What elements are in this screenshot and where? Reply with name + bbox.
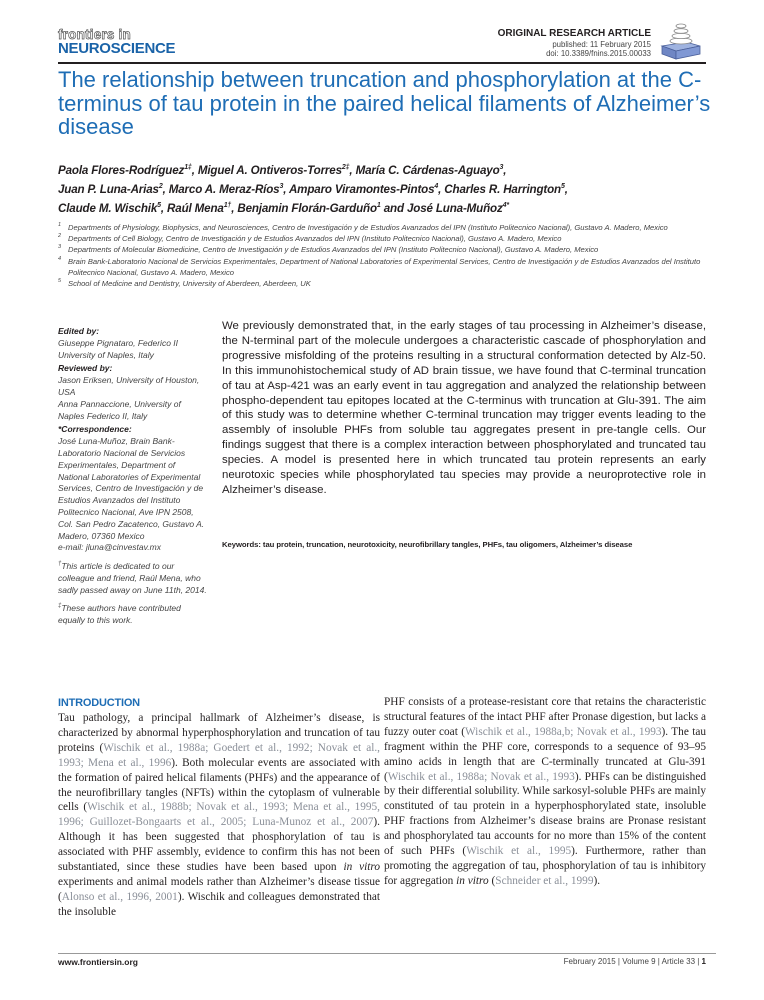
- footer-url[interactable]: www.frontiersin.org: [58, 957, 138, 967]
- citation-link[interactable]: Wischik et al., 1988a; Novak et al., 1993: [387, 770, 575, 783]
- author[interactable]: José Luna-Muñoz$^{4*}$: [406, 201, 509, 215]
- dedication-note: †This article is dedicated to our colleague and friend, Raúl Mena, who sadly passed away on June 11th, 2014.: [58, 560, 207, 595]
- correspondence-email[interactable]: e-mail: jluna@cinvestav.mx: [58, 542, 161, 553]
- logo-top-text: frontiers in: [58, 27, 131, 42]
- author[interactable]: Marco A. Meraz-Ríos$^3$: [168, 182, 284, 196]
- author[interactable]: Paola Flores-Rodríguez$^{1\ddagger}$: [58, 163, 192, 177]
- article-meta: [498, 28, 651, 58]
- author[interactable]: María C. Cárdenas-Aguayo$^3$: [355, 163, 504, 177]
- body-text: ). The tau fragment within the PHF core, corresponds to a sequence of 93–95 amino acids in length that are C-terminally truncated at Glu-391 (: [384, 725, 706, 783]
- affiliation: 1 Departments of Physiology, Biophysics, and Neurosciences, Centro de Investigación y de Estudios Avanzados del IPN (Instituto Politecnico Nacional), Gustavo A. Madero, Mexico: [58, 222, 668, 232]
- header-divider: [58, 62, 706, 64]
- author[interactable]: Juan P. Luna-Arias$^2$: [58, 182, 163, 196]
- stacked-cube-icon: [656, 20, 706, 60]
- correspondence-label: *Correspondence:: [58, 424, 132, 435]
- correspondence-address: José Luna-Muñoz, Brain Bank-Laboratorio Nacional de Servicios Experimentales, Department of National Laboratories of Experimental Services, Centro de Investigación y de Estudios Avanzados del Instituto Politecnico Nacional, Ave IPN 2508, Col. San Pedro Zacatenco, Gustavo A. Madero, 07360 Mexico: [58, 436, 205, 541]
- affiliation: 4 Brain Bank-Laboratorio Nacional de Servicios Experimentales, Department of National Laboratories of Experimental Services, Centro de Investigación y de Estudios Avanzados del Instituto Politecnico Nacional, Gustavo A. Madero, Mexico: [58, 255, 701, 277]
- published-date: published: 11 February 2015: [552, 40, 651, 49]
- citation-link[interactable]: Wischik et al., 1995: [466, 845, 572, 858]
- abstract: We previously demonstrated that, in the early stages of tau processing in Alzheimer’s disease, the N-terminal part of the molecule undergoes a characteristic cascade of phosphorylation and progressive misfolding of the proteins resulting in a structural conformation detected by Alz-50. In this immunohistochemical study of AD brain tissue, we have found that C-terminal truncation of tau at Asp-421 was an early event in tau aggregation and analyzed the relationship between phospho-dependent tau epitopes located at the C-terminus with truncation at Glu-391. The aim of this study was to determine whether C-terminal truncation may trigger events leading to the assembly of insoluble PHFs from soluble tau aggregates present in pre-tangle cells. Our findings suggest that there is a complex interaction between phosphorylated and truncated tau species. A model is presented here in which truncated tau protein represents an early neurotoxic species while phosphorylated tau species may provide a neuroprotective role in Alzheimer’s disease.: [222, 320, 706, 496]
- citation-link[interactable]: Schneider et al., 1999: [495, 874, 594, 887]
- body-text: experiments and animal models rather than Alzheimer’s disease tissue (: [58, 875, 380, 903]
- page-header: [58, 0, 706, 62]
- author[interactable]: Benjamin Florán-Garduño$^1$: [237, 201, 381, 215]
- doi[interactable]: doi: 10.3389/fnins.2015.00033: [546, 49, 651, 58]
- body-text: ). Although it has been suggested that phosphorylation of tau is associated with PHF assembly, evidence to confirm this has not been substantiated, since these studies have been based upon: [58, 816, 380, 874]
- article-type: ORIGINAL RESEARCH ARTICLE: [497, 28, 651, 39]
- body-text: (: [488, 874, 496, 887]
- page-number: 1: [701, 957, 706, 966]
- section-heading-introduction: INTRODUCTION: [58, 697, 140, 709]
- citation-link[interactable]: Wischik et al., 1988a; Goedert et al., 1992; Novak et al., 1993; Mena et al., 1996: [58, 741, 380, 769]
- reviewer: Jason Eriksen, University of Houston, USA: [58, 375, 200, 397]
- article-sidebar: [58, 324, 208, 627]
- affiliation: 2 Departments of Cell Biology, Centro de Investigación y de Estudios Avanzados del IPN (Instituto Politecnico Nacional), Gustavo A. Madero, Mexico: [58, 233, 562, 244]
- body-text: ).: [593, 874, 601, 887]
- logo-bottom-text: NEUROSCIENCE: [58, 40, 176, 57]
- body-text: ). Both molecular events are associated with the formation of paired helical filaments (PHFs) and the appearance of the neurofibrillary tangles (NFTs) within the cytoplasm of vulnerable cells (: [58, 756, 380, 814]
- citation-link[interactable]: Alonso et al., 1996, 2001: [61, 890, 178, 903]
- body-text: ). Wischik and colleagues demonstrated that the insoluble: [58, 890, 381, 918]
- author[interactable]: Charles R. Harrington$^5$: [444, 182, 565, 196]
- author[interactable]: Miguel A. Ontiveros-Torres$^{2\ddagger}$: [197, 163, 350, 177]
- author[interactable]: Raúl Mena$^{1\dagger}$: [167, 201, 232, 215]
- journal-logo[interactable]: [58, 28, 175, 56]
- article-title: The relationship between truncation and phosphorylation at the C-terminus of tau protein in the paired helical filaments of Alzheimer’s disease: [58, 67, 711, 139]
- intro-paragraph-continued: [384, 695, 706, 889]
- keywords: Keywords: tau protein, truncation, neurotoxicity, neurofibrillary tangles, PHFs, tau oligomers, Alzheimer’s disease: [222, 540, 633, 549]
- citation-link[interactable]: Wischik et al., 1988a,b; Novak et al., 1993: [464, 725, 662, 738]
- equal-contribution-note: ‡These authors have contributed equally to this work.: [58, 603, 181, 625]
- citation-link[interactable]: Wischik et al., 1988b; Novak et al., 1993; Mena et al., 1995, 1996; Guillozet-Bongaarts et al., 2005; Luna-Munoz et al., 2007: [58, 801, 380, 829]
- author[interactable]: Amparo Viramontes-Pintos$^4$: [288, 182, 439, 196]
- edited-by-label: Edited by:: [58, 326, 100, 336]
- intro-column-left: [58, 697, 380, 920]
- body-text: Tau pathology, a principal hallmark of Alzheimer’s disease, is characterized by abnormal hyperphosphorylation and truncation of tau proteins (: [58, 712, 380, 754]
- footer-info: February 2015 | Volume 9 | Article 33 | 1: [563, 957, 706, 966]
- intro-paragraph: [58, 711, 380, 920]
- italic-text: in vitro: [343, 861, 380, 874]
- body-text: PHF consists of a protease-resistant core that retains the characteristic structural features of the intact PHF after Pronase digestion, but lacks a fuzzy outer coat (: [384, 696, 706, 738]
- affiliation: 5 School of Medicine and Dentistry, University of Aberdeen, Aberdeen, UK: [58, 278, 311, 289]
- editor: Giuseppe Pignataro, Federico II University of Naples, Italy: [58, 337, 179, 360]
- footer-divider: [58, 953, 716, 954]
- body-text: ). Furthermore, rather than promoting the aggregation of tau, phosphorylation of tau is inhibitory for aggregation: [384, 845, 706, 887]
- reviewer: Anna Pannaccione, University of Naples Federico II, Italy: [58, 398, 181, 421]
- reviewed-by-label: Reviewed by:: [58, 363, 113, 374]
- author[interactable]: Claude M. Wischik$^5$: [58, 201, 161, 215]
- intro-column-right: [384, 695, 706, 889]
- affiliations: [58, 222, 718, 289]
- italic-text: in vitro: [456, 874, 489, 887]
- affiliation: 3 Departments of Molecular Biomedicine, Centro de Investigación y de Estudios Avanzados del IPN (Instituto Politecnico Nacional), Gustavo A. Madero, Mexico: [58, 244, 599, 255]
- author-list: Paola Flores-Rodríguez$^{1\ddagger}$, Miguel A. Ontiveros-Torres$^{2\ddagger}$, María C. Cárdenas-Aguayo$^3$, Juan P. Luna-Arias$^2$, Marco A. Meraz-Ríos$^3$, Amparo Viramontes-Pintos$^4$, Charles R. Harrington$^5$, Claude M. Wischik$^5$, Raúl Mena$^{1\dagger}$, Benjamin Florán-Garduño$^1$ and José Luna-Muñoz$^{4*}$: [58, 163, 568, 215]
- body-text: ). PHFs can be distinguished by their differential solubility. While sarkosyl-soluble PHFs are mainly constituted of tau protein in a hyperphosphorylated state, insoluble PHF fractions from Alzheimer’s disease brains are Pronase resistant and phosphorylated tau accounts for no more than 15% of the content of such PHFs (: [384, 770, 706, 858]
